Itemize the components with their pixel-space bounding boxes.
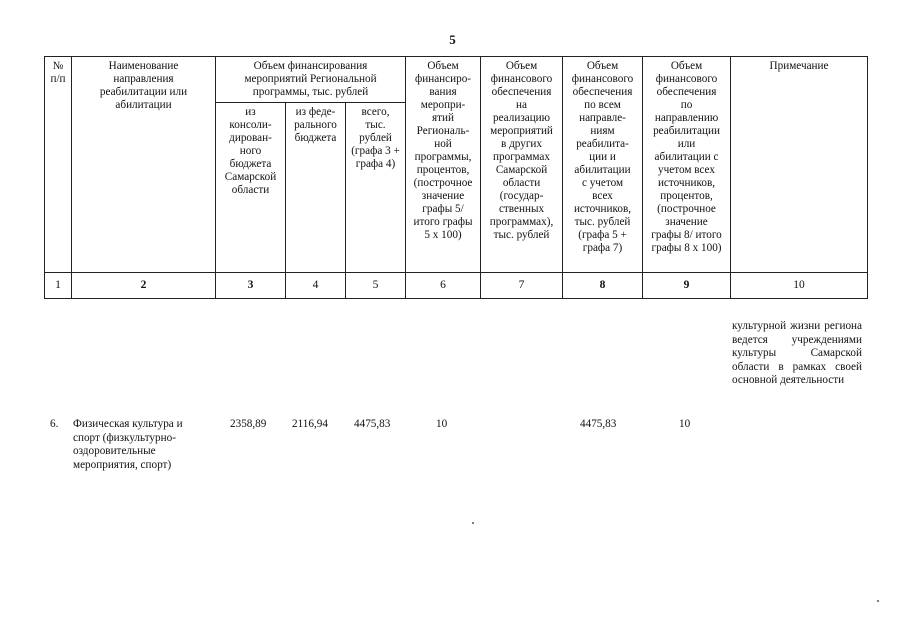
row-name: Физическая культура и спорт (физкультурно-оздоровительные мероприятия, спорт)	[73, 418, 183, 471]
column-number: 10	[731, 273, 868, 299]
row-federal: 2116,94	[292, 418, 328, 430]
row-all-sources: 4475,83	[580, 418, 617, 430]
header-number: № п/п	[45, 57, 72, 273]
scan-speck	[877, 600, 879, 602]
column-number: 7	[481, 273, 563, 299]
column-number: 1	[45, 273, 72, 299]
header-financing-group: Объем финансирования мероприятий Региональной программы, тыс. рублей	[216, 57, 406, 103]
row-percent: 10	[436, 418, 448, 430]
financing-table-header	[44, 56, 868, 299]
header-consolidated-budget: из консоли- дирован- ного бюджета Самарской области	[216, 103, 286, 273]
continued-note: культурной жизни региона ведется учреждениями культуры Самарской области в рамках своей основной деятельности	[732, 320, 862, 386]
column-number: 8	[563, 273, 643, 299]
scan-speck	[472, 522, 474, 524]
header-financing-percent: Объем финансиро- вания меропри- ятий Региональ- ной программы, процентов, (построчное значение графы 5/ итого графы 5 х 100)	[406, 57, 481, 273]
header-other-programs: Объем финансового обеспечения на реализацию мероприятий в других программах Самарской области (государ- ственных программах), тыс. рублей	[481, 57, 563, 273]
column-number: 9	[643, 273, 731, 299]
column-number: 6	[406, 273, 481, 299]
header-share-percent: Объем финансового обеспечения по направлению реабилитации или абилитации с учетом всех источников, процентов, (построчное значение графы 8/ итого графы 8 х 100)	[643, 57, 731, 273]
header-federal-budget: из феде- рального бюджета	[286, 103, 346, 273]
header-total: всего, тыс. рублей (графа 3 + графа 4)	[346, 103, 406, 273]
column-number: 4	[286, 273, 346, 299]
column-number: 2	[72, 273, 216, 299]
column-number-row	[45, 273, 868, 299]
row-consolidated: 2358,89	[230, 418, 267, 430]
row-number: 6.	[50, 418, 59, 430]
header-all-sources: Объем финансового обеспечения по всем направле- ниям реабилита- ции и абилитации с учетом всех источников, тыс. рублей (графа 5 + графа 7)	[563, 57, 643, 273]
row-share-percent: 10	[679, 418, 691, 430]
column-number: 3	[216, 273, 286, 299]
column-number: 5	[346, 273, 406, 299]
header-direction-name: Наименование направления реабилитации или абилитации	[72, 57, 216, 273]
row-total: 4475,83	[354, 418, 391, 430]
header-note: Примечание	[731, 57, 868, 273]
page-number: 5	[449, 32, 456, 47]
